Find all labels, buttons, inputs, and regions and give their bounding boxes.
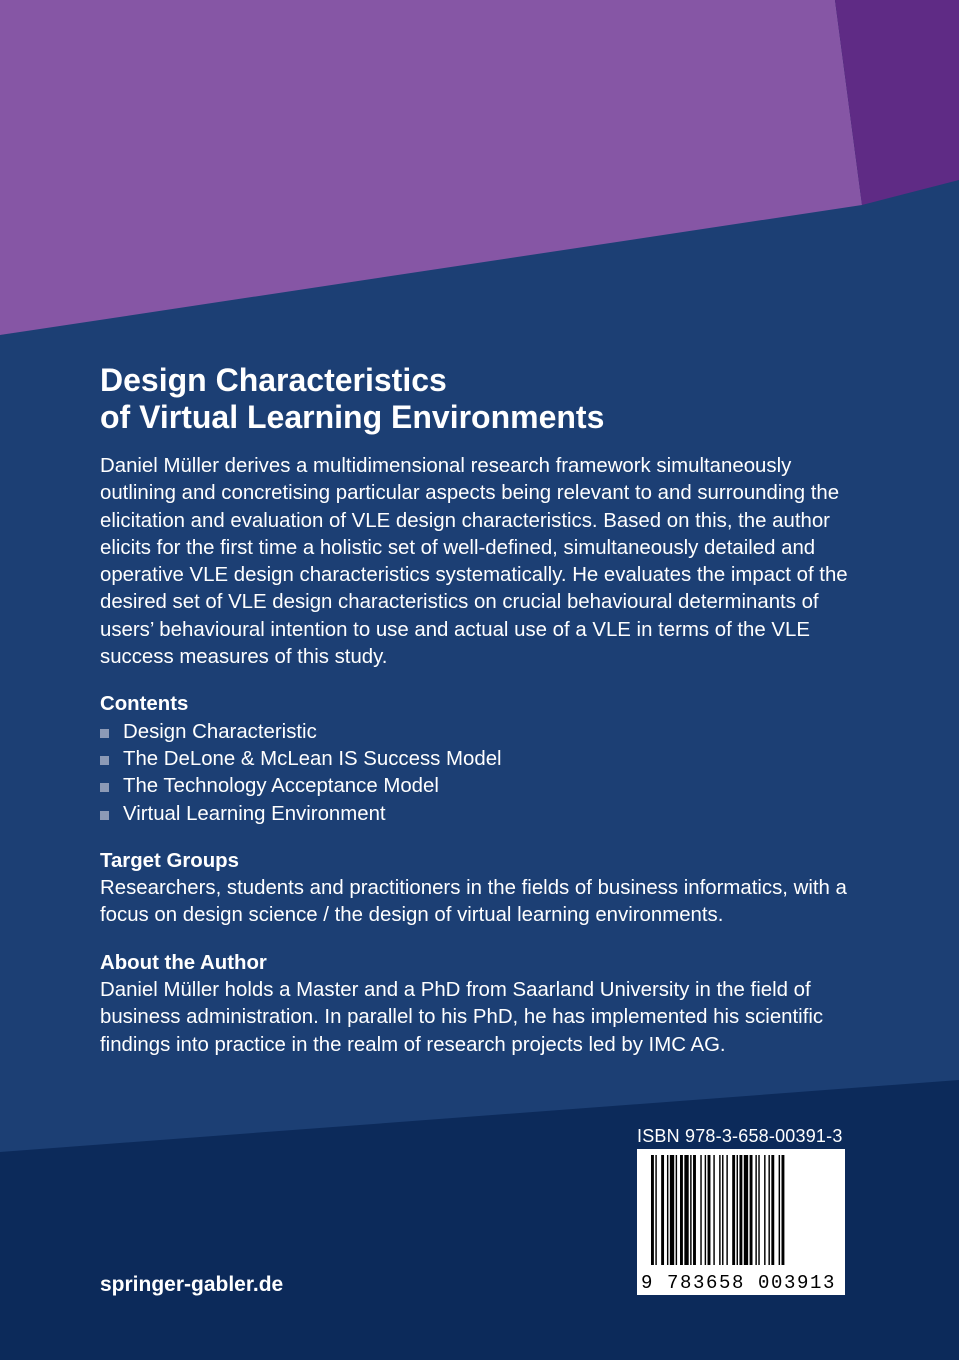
barcode-bar — [708, 1155, 711, 1265]
target-groups-text: Researchers, students and practitioners in the fields of business informatics, with a focus on design science / the design of virtual learning environments. — [100, 877, 847, 927]
book-description: Daniel Müller derives a multidimensional research framework simultaneously outlining and concretising particular aspects being relevant to and surrounding the elicitation and evaluation of VLE design characteristics. Based on this, the author elicits for the first time a holistic set of well-defined, simultaneously detailed and operative VLE design characteristics systematically. He evaluates the impact of the desired set of VLE design characteristics on crucial behavioural determinants of users’ behavioural intention to use and actual use of a VLE in terms of the VLE success measures of this study. — [100, 455, 848, 669]
barcode-bar — [764, 1155, 765, 1265]
square-bullet-icon — [100, 811, 109, 820]
contents-item-label: The Technology Acceptance Model — [123, 775, 439, 798]
barcode-bar — [661, 1155, 664, 1265]
about-author-text: Daniel Müller holds a Master and a PhD from Saarland University in the field of business administration. In parallel to his PhD, he has implemented his scientific findings into practice in the realm of research projects led by IMC AG. — [100, 979, 824, 1056]
contents-section — [100, 691, 860, 827]
barcode-bar — [676, 1155, 677, 1265]
barcode-bar — [739, 1155, 742, 1265]
contents-item — [100, 719, 860, 746]
contents-item — [100, 746, 860, 773]
square-bullet-icon — [100, 756, 109, 765]
contents-heading: Contents — [100, 693, 189, 716]
contents-item — [100, 801, 860, 828]
barcode-bar — [651, 1155, 654, 1265]
contents-item-label: The DeLone & McLean IS Success Model — [123, 747, 502, 770]
barcode-bar — [726, 1155, 727, 1265]
about-author-section — [100, 950, 860, 1059]
target-groups-section — [100, 848, 860, 930]
barcode-bar — [722, 1155, 723, 1265]
barcode-bar — [768, 1155, 769, 1265]
contents-item-label: Design Characteristic — [123, 720, 317, 743]
barcode-bar — [667, 1155, 668, 1265]
barcode-bar — [732, 1155, 735, 1265]
contents-item — [100, 773, 860, 800]
barcode-bar — [705, 1155, 706, 1265]
publisher-website: springer-gabler.de — [100, 1273, 284, 1296]
barcode-bar — [744, 1155, 748, 1265]
isbn-barcode — [637, 1149, 845, 1295]
barcode-bar — [737, 1155, 738, 1265]
book-title — [100, 362, 860, 436]
barcode-bar — [670, 1155, 674, 1265]
contents-list — [100, 719, 860, 828]
barcode-bar — [771, 1155, 774, 1265]
about-author-heading: About the Author — [100, 951, 267, 974]
barcode-bar — [750, 1155, 753, 1265]
barcode-bar — [655, 1155, 656, 1265]
barcode-digits: 9 783658 003913 — [641, 1272, 837, 1294]
target-groups-heading: Target Groups — [100, 849, 239, 872]
barcode-bar — [700, 1155, 701, 1265]
contents-item-label: Virtual Learning Environment — [123, 802, 386, 825]
title-line-2: of Virtual Learning Environments — [100, 399, 605, 435]
barcode-bar — [713, 1155, 714, 1265]
barcode-bar — [693, 1155, 696, 1265]
barcode-bar — [755, 1155, 756, 1265]
barcode-bar — [779, 1155, 780, 1265]
barcode-bar — [690, 1155, 691, 1265]
barcode-bar — [684, 1155, 688, 1265]
barcode-bar — [782, 1155, 785, 1265]
back-cover-text — [100, 362, 860, 1059]
square-bullet-icon — [100, 783, 109, 792]
barcode-bar — [719, 1155, 720, 1265]
barcode-bar — [680, 1155, 683, 1265]
isbn-label: ISBN 978-3-658-00391-3 — [637, 1126, 843, 1146]
barcode-bar — [758, 1155, 759, 1265]
title-line-1: Design Characteristics — [100, 362, 447, 398]
square-bullet-icon — [100, 729, 109, 738]
